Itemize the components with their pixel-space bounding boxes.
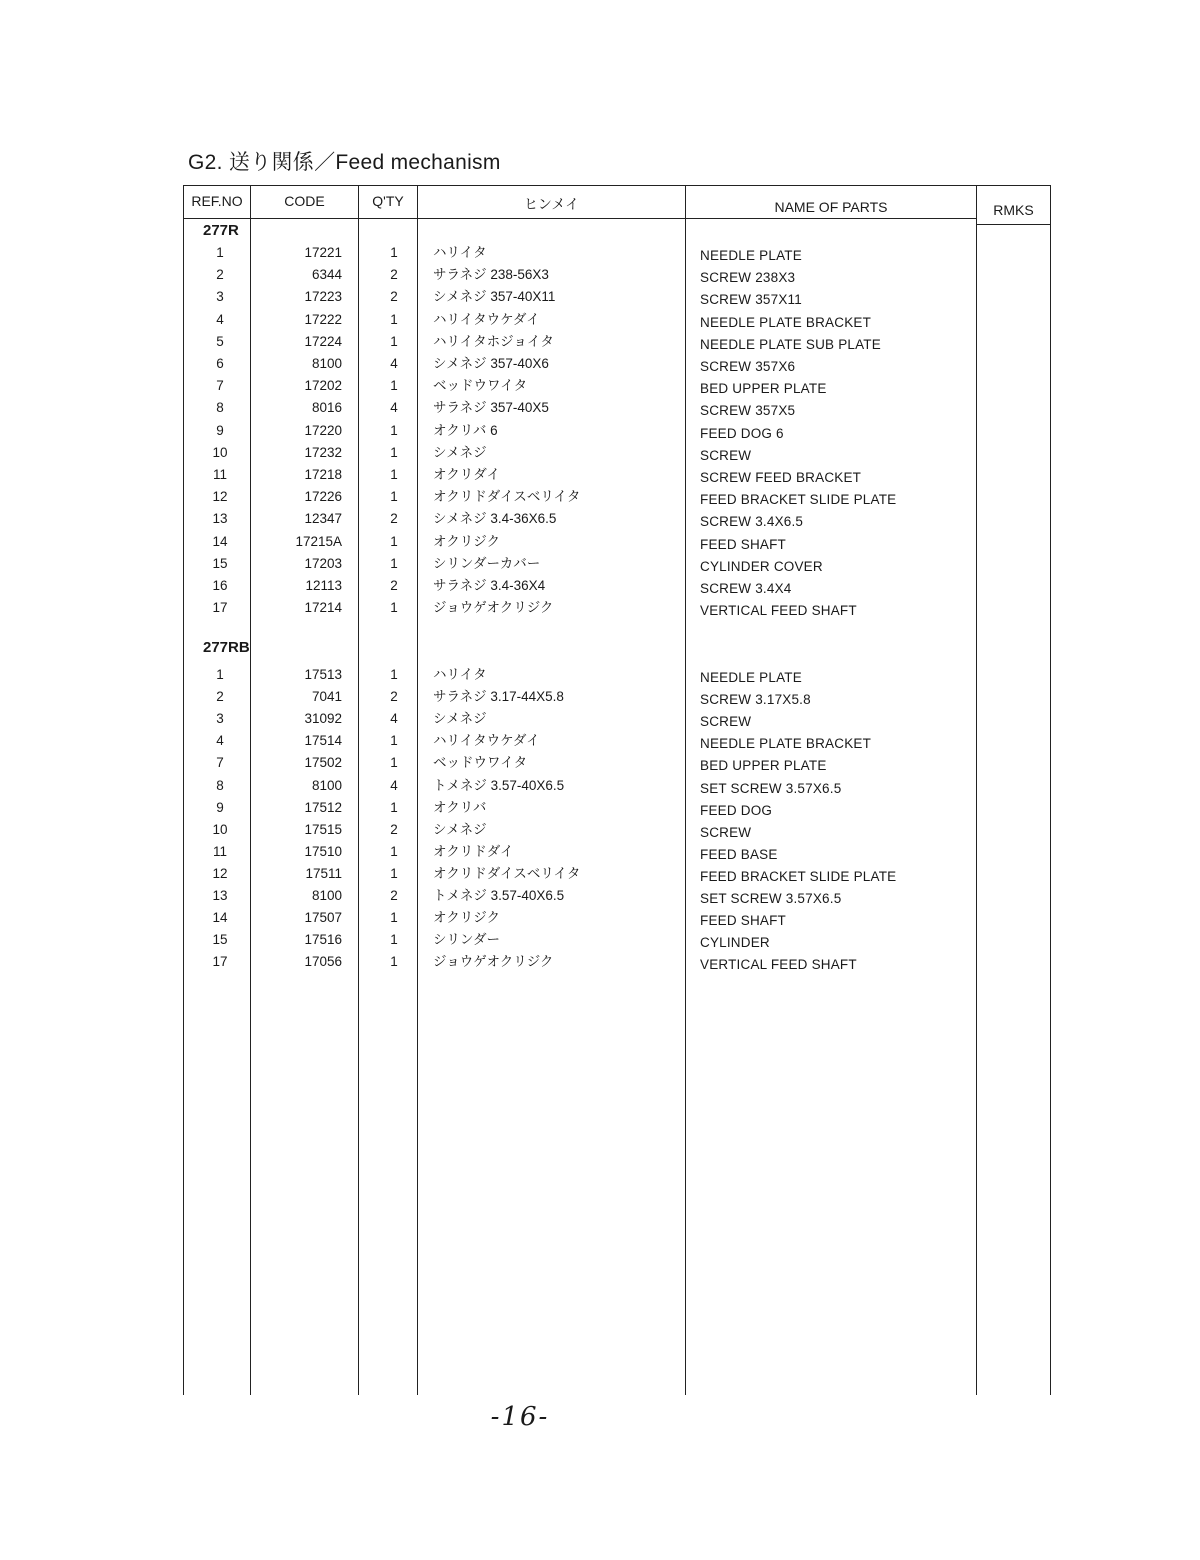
kana-name-cell: シメネジ 357-40X11 xyxy=(433,289,556,305)
ref-cell: 2 xyxy=(216,689,224,705)
part-name-cell: FEED SHAFT xyxy=(700,913,787,929)
part-name-cell: NEEDLE PLATE BRACKET xyxy=(700,736,872,752)
part-name-cell: SCREW 3.4X6.5 xyxy=(700,514,804,530)
code-cell: 17221 xyxy=(304,245,342,260)
ref-cell: 3 xyxy=(216,711,224,727)
ref-cell: 12 xyxy=(212,489,228,505)
qty-cell: 1 xyxy=(390,843,398,859)
code-cell: 31092 xyxy=(304,711,342,727)
header-ref-no: REF.NO xyxy=(191,193,243,209)
kana-name-cell: ベッドウワイタ xyxy=(433,755,528,771)
ref-cell: 10 xyxy=(212,444,228,460)
header-name-of-parts: NAME OF PARTS xyxy=(774,199,888,215)
part-name-cell: SCREW xyxy=(700,824,752,840)
code-cell: 17214 xyxy=(304,600,342,616)
qty-cell: 2 xyxy=(390,821,398,837)
kana-name-cell: ハリイタ xyxy=(433,245,487,260)
ref-cell: 2 xyxy=(216,267,224,283)
col-divider-code xyxy=(358,185,359,1395)
ref-cell: 6 xyxy=(216,356,224,371)
part-name-cell: VERTICAL FEED SHAFT xyxy=(700,603,857,619)
code-cell: 8016 xyxy=(311,400,342,416)
table-top-rule xyxy=(183,185,1051,186)
code-cell: 8100 xyxy=(311,777,342,793)
kana-name-cell: シメネジ xyxy=(433,821,487,837)
header-code: CODE xyxy=(284,193,325,209)
ref-cell: 12 xyxy=(212,865,228,881)
kana-name-cell: ハリイタウケダイ xyxy=(433,311,540,327)
col-divider-left xyxy=(183,185,184,1395)
kana-name-cell: オクリバ xyxy=(433,799,487,815)
part-name-cell: NEEDLE PLATE xyxy=(700,670,802,685)
code-cell: 17511 xyxy=(305,865,342,881)
header-remarks: RMKS xyxy=(993,202,1034,218)
ref-cell: 10 xyxy=(212,821,228,837)
code-cell: 17222 xyxy=(304,311,342,327)
qty-cell: 2 xyxy=(390,689,398,705)
qty-cell: 1 xyxy=(390,600,398,616)
kana-name-cell: オクリドダイスベリイタ xyxy=(433,865,581,881)
part-name-cell: SCREW 357X5 xyxy=(700,403,796,419)
code-cell: 17515 xyxy=(304,821,342,837)
qty-cell: 1 xyxy=(390,667,398,682)
ref-cell: 15 xyxy=(212,932,228,948)
ref-cell: 8 xyxy=(216,777,224,793)
code-cell: 17223 xyxy=(304,289,342,305)
qty-cell: 1 xyxy=(390,932,398,948)
part-name-cell: SCREW 357X6 xyxy=(700,359,796,374)
ref-cell: 1 xyxy=(216,667,224,682)
part-name-cell: SCREW xyxy=(700,714,752,730)
part-name-cell: SET SCREW 3.57X6.5 xyxy=(700,780,842,796)
part-name-cell: SCREW 3.17X5.8 xyxy=(700,692,811,708)
header-kana-name: ヒンメイ xyxy=(523,196,580,212)
kana-name-cell: シメネジ xyxy=(433,444,487,460)
qty-cell: 2 xyxy=(390,289,398,305)
code-cell: 17514 xyxy=(304,733,342,749)
ref-cell: 9 xyxy=(216,422,224,438)
part-name-cell: SCREW FEED BRACKET xyxy=(700,470,862,485)
code-cell: 8100 xyxy=(311,888,342,903)
qty-cell: 1 xyxy=(390,444,398,460)
qty-cell: 1 xyxy=(390,865,398,881)
code-cell: 17202 xyxy=(304,378,342,394)
col-divider-kana xyxy=(685,185,686,1395)
header-bottom-rule-left xyxy=(183,218,976,219)
part-name-cell: BED UPPER PLATE xyxy=(700,381,827,397)
kana-name-cell: サラネジ 3.4-36X4 xyxy=(433,578,546,593)
col-divider-right xyxy=(1050,185,1051,1395)
part-name-cell: SCREW 357X11 xyxy=(700,292,802,308)
kana-name-cell: サラネジ 357-40X5 xyxy=(433,400,549,416)
ref-cell: 15 xyxy=(212,555,228,571)
kana-name-cell: シリンダー xyxy=(433,932,500,948)
qty-cell: 2 xyxy=(390,578,398,593)
ref-cell: 16 xyxy=(212,578,228,593)
part-name-cell: FEED BRACKET SLIDE PLATE xyxy=(700,492,897,508)
code-cell: 17510 xyxy=(304,843,342,859)
code-cell: 17502 xyxy=(304,755,342,771)
part-name-cell: FEED BASE xyxy=(700,846,778,862)
part-name-cell: FEED SHAFT xyxy=(700,536,787,552)
part-name-cell: SCREW xyxy=(700,447,752,463)
code-cell: 7041 xyxy=(311,689,342,705)
part-name-cell: CYLINDER xyxy=(700,935,770,951)
part-name-cell: NEEDLE PLATE SUB PLATE xyxy=(700,336,881,352)
code-cell: 17218 xyxy=(304,467,342,482)
qty-cell: 1 xyxy=(390,799,398,815)
code-cell: 17513 xyxy=(304,667,342,682)
ref-cell: 7 xyxy=(216,755,224,771)
ref-cell: 4 xyxy=(216,311,224,327)
qty-cell: 4 xyxy=(390,356,398,371)
code-cell: 17507 xyxy=(304,910,342,926)
qty-cell: 1 xyxy=(390,311,398,327)
qty-cell: 2 xyxy=(390,888,398,903)
part-name-cell: NEEDLE PLATE BRACKET xyxy=(700,314,872,330)
part-name-cell: FEED DOG 6 xyxy=(700,425,784,441)
ref-cell: 11 xyxy=(212,467,227,482)
code-cell: 17056 xyxy=(304,954,342,970)
code-cell: 8100 xyxy=(311,356,342,371)
qty-cell: 1 xyxy=(390,489,398,505)
part-name-cell: VERTICAL FEED SHAFT xyxy=(700,957,857,973)
kana-name-cell: オクリジク xyxy=(433,910,500,926)
ref-cell: 9 xyxy=(216,799,224,815)
ref-cell: 5 xyxy=(216,333,224,349)
ref-cell: 7 xyxy=(216,378,224,394)
code-cell: 12113 xyxy=(305,578,342,593)
code-cell: 17224 xyxy=(304,333,342,349)
qty-cell: 1 xyxy=(390,378,398,394)
ref-cell: 11 xyxy=(212,843,227,859)
code-cell: 12347 xyxy=(304,511,342,527)
code-cell: 17215A xyxy=(295,533,342,549)
qty-cell: 1 xyxy=(390,954,398,970)
kana-name-cell: オクリドダイ xyxy=(433,843,514,859)
ref-cell: 17 xyxy=(212,954,228,970)
ref-cell: 8 xyxy=(216,400,224,416)
kana-name-cell: オクリジク xyxy=(433,533,500,549)
kana-name-cell: オクリドダイスベリイタ xyxy=(433,489,581,505)
ref-cell: 3 xyxy=(216,289,224,305)
ref-cell: 14 xyxy=(212,910,228,926)
kana-name-cell: シメネジ 3.4-36X6.5 xyxy=(433,511,557,527)
ref-cell: 17 xyxy=(212,600,228,616)
qty-cell: 1 xyxy=(390,733,398,749)
header-qty: Q'TY xyxy=(372,193,404,209)
code-cell: 6344 xyxy=(311,267,342,283)
qty-cell: 1 xyxy=(390,467,398,482)
kana-name-cell: ハリイタ xyxy=(433,667,487,682)
page-title: G2. 送り関係／Feed mechanism xyxy=(188,151,501,174)
qty-cell: 1 xyxy=(390,422,398,438)
qty-cell: 2 xyxy=(390,511,398,527)
kana-name-cell: サラネジ 3.17-44X5.8 xyxy=(433,689,564,705)
qty-cell: 1 xyxy=(390,333,398,349)
qty-cell: 1 xyxy=(390,555,398,571)
kana-name-cell: トメネジ 3.57-40X6.5 xyxy=(433,888,565,903)
qty-cell: 1 xyxy=(390,533,398,549)
col-divider-name xyxy=(976,185,977,1395)
qty-cell: 1 xyxy=(390,755,398,771)
part-name-cell: FEED BRACKET SLIDE PLATE xyxy=(700,868,897,884)
code-cell: 17220 xyxy=(304,422,342,438)
part-name-cell: SET SCREW 3.57X6.5 xyxy=(700,891,842,906)
kana-name-cell: ジョウゲオクリジク xyxy=(433,600,554,616)
kana-name-cell: オクリバ 6 xyxy=(433,422,498,438)
ref-cell: 1 xyxy=(216,245,224,260)
kana-name-cell: ジョウゲオクリジク xyxy=(433,954,554,970)
code-cell: 17512 xyxy=(304,799,342,815)
qty-cell: 1 xyxy=(390,910,398,926)
section-label-277r: 277R xyxy=(203,222,239,239)
kana-name-cell: トメネジ 3.57-40X6.5 xyxy=(433,777,565,793)
part-name-cell: FEED DOG xyxy=(700,802,773,818)
kana-name-cell: ベッドウワイタ xyxy=(433,378,528,394)
ref-cell: 4 xyxy=(216,733,224,749)
kana-name-cell: シリンダーカバー xyxy=(433,555,541,571)
code-cell: 17226 xyxy=(304,489,342,505)
kana-name-cell: シメネジ xyxy=(433,711,487,727)
part-name-cell: CYLINDER COVER xyxy=(700,558,823,574)
code-cell: 17203 xyxy=(304,555,342,571)
ref-cell: 13 xyxy=(212,511,228,527)
qty-cell: 2 xyxy=(390,267,398,283)
qty-cell: 4 xyxy=(390,711,398,727)
code-cell: 17232 xyxy=(304,444,342,460)
qty-cell: 1 xyxy=(390,245,398,260)
kana-name-cell: ハリイタホジョイタ xyxy=(433,333,554,349)
part-name-cell: BED UPPER PLATE xyxy=(700,758,827,774)
part-name-cell: SCREW 238X3 xyxy=(700,270,796,286)
part-name-cell: SCREW 3.4X4 xyxy=(700,581,792,596)
kana-name-cell: オクリダイ xyxy=(433,467,500,482)
kana-name-cell: シメネジ 357-40X6 xyxy=(433,356,549,371)
ref-cell: 13 xyxy=(212,888,228,903)
kana-name-cell: サラネジ 238-56X3 xyxy=(433,267,549,283)
section-label-277rb: 277RB xyxy=(203,639,250,656)
ref-cell: 14 xyxy=(212,533,228,549)
page-number: -16- xyxy=(490,1402,550,1432)
header-bottom-rule-rmks xyxy=(976,224,1051,225)
code-cell: 17516 xyxy=(304,932,342,948)
qty-cell: 4 xyxy=(390,400,398,416)
qty-cell: 4 xyxy=(390,777,398,793)
part-name-cell: NEEDLE PLATE xyxy=(700,248,802,263)
kana-name-cell: ハリイタウケダイ xyxy=(433,733,540,749)
